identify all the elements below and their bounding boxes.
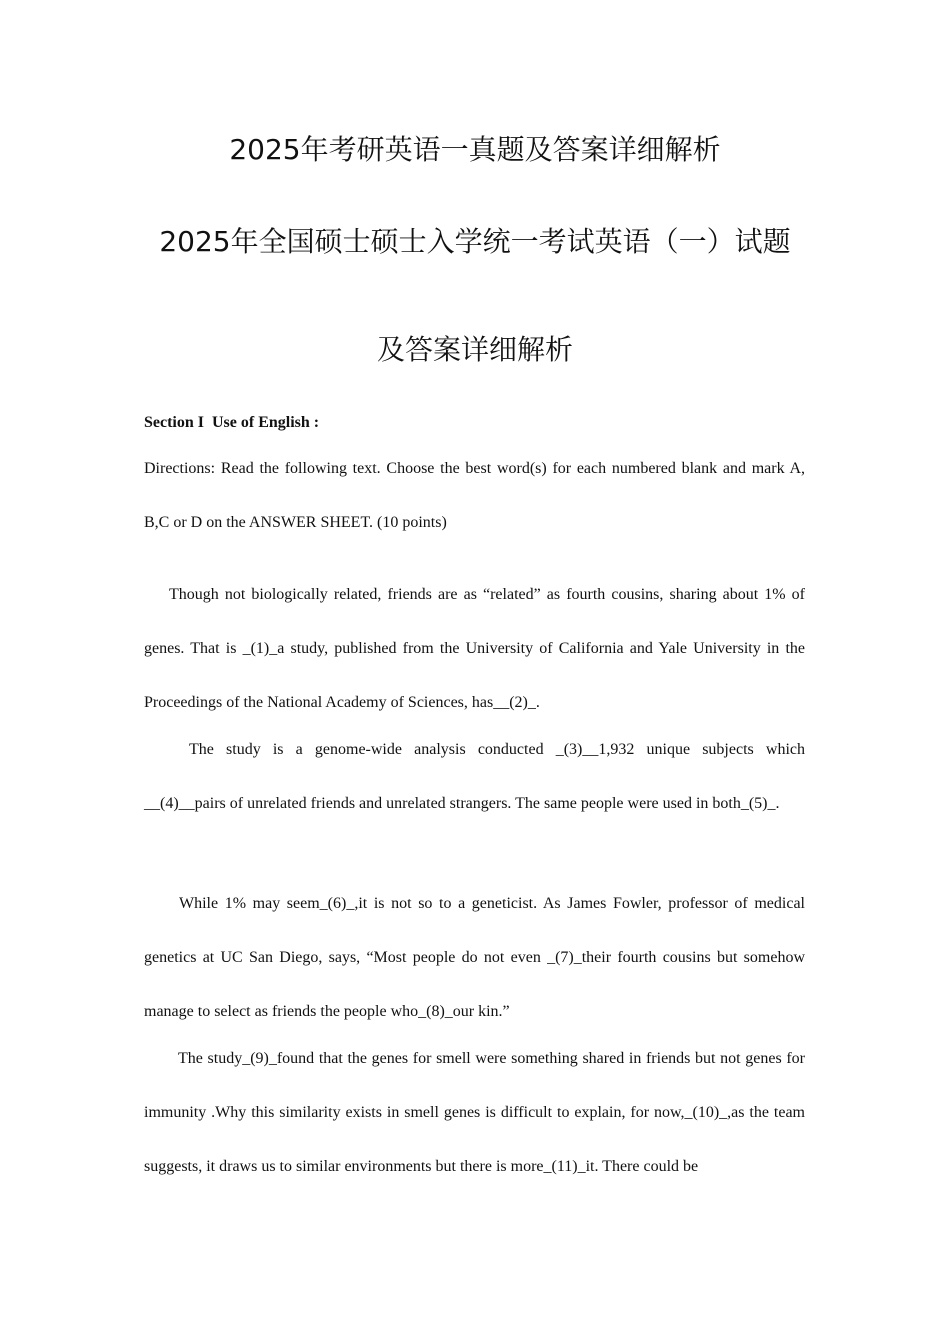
- document-title-line-3: 及答案详细解析: [376, 333, 573, 366]
- section-heading: Section I Use of English :: [144, 414, 320, 431]
- passage-paragraph-4: The study_(9)_found that the genes for smell were something shared in friends but not genes for immunity .Why this similarity exists in smell genes is difficult to explain, for now,_(10)_,as the team suggests, it draws us to similar environments but there is more_(11)_it. There could be: [144, 1050, 805, 1175]
- passage-paragraph-1: Though not biologically related, friends are as “related” as fourth cousins, sharing about 1% of genes. That is _(1)_a study, published from the University of California and Yale University in the Proceedings of the National Academy of Sciences, has__(2)_.: [144, 586, 805, 711]
- document-title-line-1: 2025年考研英语一真题及答案详细解析: [229, 133, 721, 166]
- document-title-line-2: 2025年全国硕士硕士入学统一考试英语（一）试题: [159, 225, 791, 258]
- passage-paragraph-2: The study is a genome-wide analysis conducted _(3)__1,932 unique subjects which __(4)__pairs of unrelated friends and unrelated strangers. The same people were used in both_(5)_.: [144, 741, 805, 812]
- directions-paragraph: Directions: Read the following text. Choose the best word(s) for each numbered blank and mark A, B,C or D on the ANSWER SHEET. (10 points): [144, 460, 805, 531]
- passage-paragraph-3: While 1% may seem_(6)_,it is not so to a geneticist. As James Fowler, professor of medical genetics at UC San Diego, says, “Most people do not even _(7)_their fourth cousins but somehow manage to select as friends the people who_(8)_our kin.”: [144, 895, 805, 1020]
